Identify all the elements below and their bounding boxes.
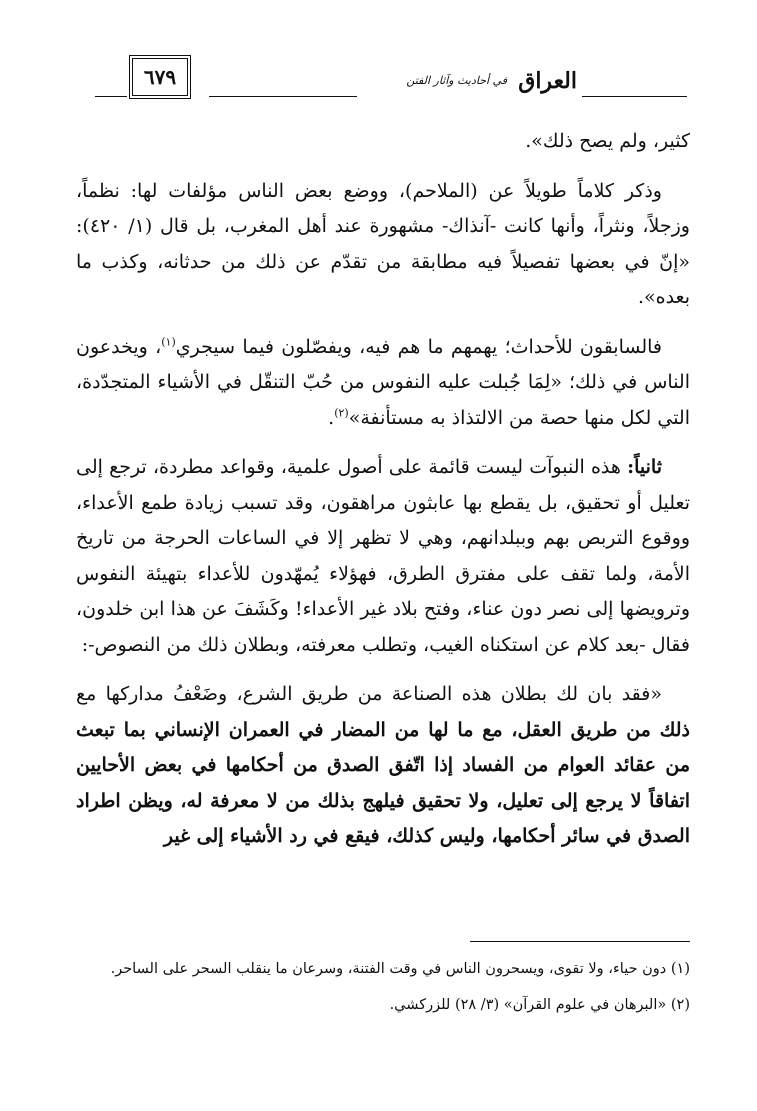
paragraph-3 bbox=[76, 330, 690, 437]
quote-bold-text: ذلك من طريق العقل، مع ما لها من المضار في العمران الإنساني بما تبعث من عقائد العوام من الفساد إذا اتّفق الصدق من أحكامها في بعض الأحايين اتفاقاً لا يرجع إلى تعليل، ولا تحقيق فيلهج بذلك من لا معرفة له، ويظن اطراد الصدق في سائر أحكامها، وليس كذلك، فيقع في رد الأشياء إلى غير bbox=[76, 718, 690, 847]
footnotes bbox=[76, 955, 690, 1027]
header-rule-left bbox=[95, 96, 127, 97]
page-number: ٦٧٩ bbox=[132, 58, 188, 96]
footnote-ref-1: (١) bbox=[161, 335, 176, 349]
book-subtitle: في أحاديث وآثار الفتن bbox=[406, 74, 507, 87]
paragraph-2: وذكر كلاماً طويلاً عن (الملاحم)، ووضع بعض الناس مؤلفات لها: نظماً، وزجلاً، ونثراً، وأنها كانت -آنذاك- مشهورة عند أهل المغرب، بل قال (١/ ٤٢٠): «إنّ في بعضها تفصيلاً فيه مطابقة من تقدّم عن ذلك من حدثانه، وكذب ما بعده». bbox=[76, 179, 690, 308]
footnote-separator bbox=[470, 941, 690, 942]
header-rule-right bbox=[582, 96, 687, 97]
paragraph-4 bbox=[76, 450, 690, 663]
footnote-2: (٢) «البرهان في علوم القرآن» (٣/ ٢٨) للزركشي. bbox=[389, 997, 690, 1013]
header-rule-middle bbox=[209, 96, 357, 97]
paragraph-1: كثير، ولم يصح ذلك». bbox=[525, 130, 690, 152]
quote-plain-text: «فقد بان لك بطلان هذه الصناعة من طريق الشرع، وضَعْفُ مداركها مع bbox=[76, 683, 662, 705]
paragraph-4-lead: ثانياً: bbox=[627, 456, 662, 478]
paragraph-3-text-a: فالسابقون للأحداث؛ يهمهم ما هم فيه، ويفصّلون فيما سيجري bbox=[175, 335, 662, 358]
footnote-1: (١) دون حياء، ولا تقوى، ويسحرون الناس في وقت الفتنة، وسرعان ما ينقلب السحر على الساحر. bbox=[110, 961, 690, 977]
footnote-ref-2: (٢) bbox=[334, 406, 349, 420]
paragraph-3-text-c: . bbox=[328, 406, 335, 429]
paragraph-3-text-b: ، ويخدعون الناس في ذلك؛ «لِمَا جُبلت عليه النفوس من حُبّ التنقّل في الأشياء المتجدّدة، التي لكل منها حصة من الالتذاذ به مستأنفة» bbox=[76, 335, 690, 429]
paragraph-4-text: هذه النبوآت ليست قائمة على أصول علمية، وقواعد مطردة، ترجع إلى تعليل أو تحقيق، بل يقطع بها عابثون مراهقون، وقد تسبب زيادة طمع الأعداء، ووقوع التربص بهم وببلدانهم، وهي لا تظهر إلا في الساعات الحرجة من تاريخ الأمة، ولما تقف على مفترق الطرق، فهؤلاء يُمهّدون للأعداء بتهيئة النفوس وترويضها إلى نصر دون عناء، وفتح بلاد غير الأعداء! وكَشَفَ عن هذا ابن خلدون، فقال -بعد كلام عن استكناه الغيب، وتطلب معرفته، وبطلان ذلك من النصوص-: bbox=[76, 456, 691, 656]
paragraph-5-quote bbox=[76, 677, 690, 855]
main-text bbox=[76, 124, 690, 869]
running-header bbox=[95, 58, 687, 114]
book-title: العراق bbox=[518, 68, 577, 94]
